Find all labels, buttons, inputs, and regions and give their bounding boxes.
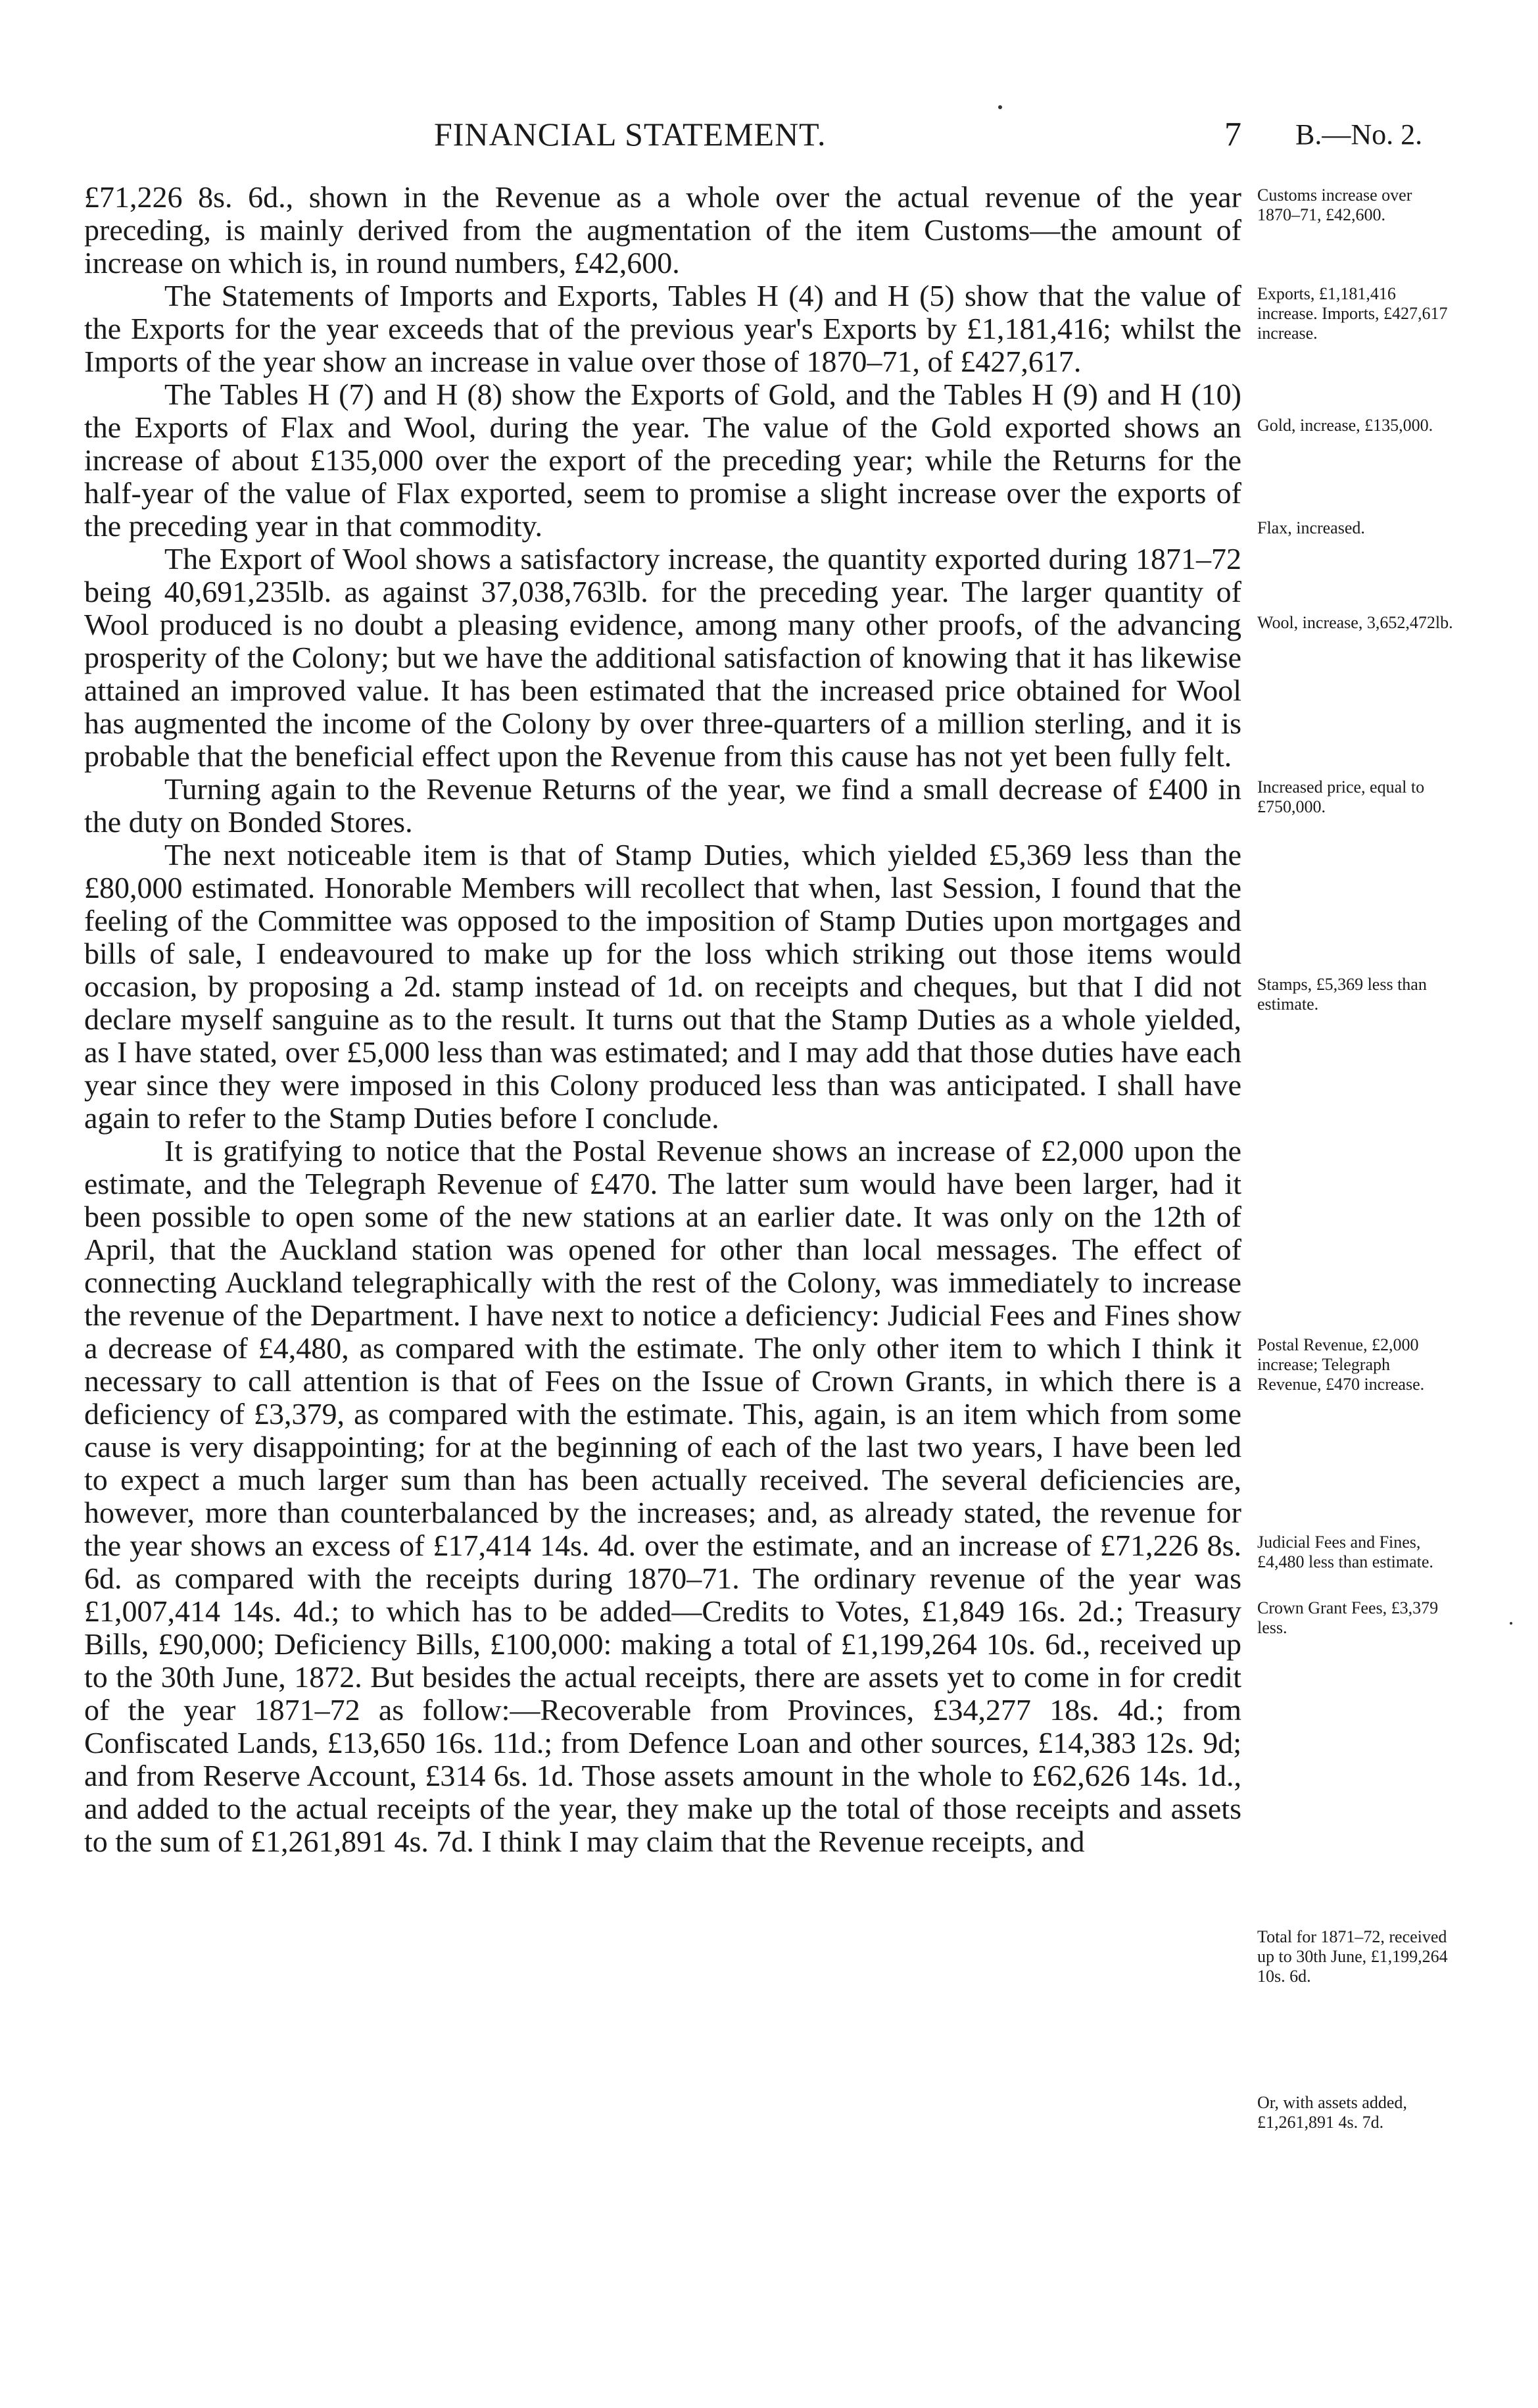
paragraph: The Statements of Imports and Exports, Tables H (4) and H (5) show that the value of the Exports for the year exceeds that of the previous year's Exports by £1,181,416; whilst the Imports of the year show an increase in value over those of 1870–71, of £427,617. [84,279,1241,378]
margin-note: Or, with assets added, £1,261,891 4s. 7d. [1257,2093,1407,2132]
paragraph: It is gratifying to notice that the Postal Revenue shows an increase of £2,000 upon the estimate, and the Telegraph Revenue of £470. The latter sum would have been larger, had it been possible to open some of the new stations at an earlier date. It was only on the 12th of April, that the Auckland station was opened for other than local messages. The effect of connecting Auckland telegraphically with the rest of the Colony, was immediately to increase the revenue of the Department. I have next to notice a deficiency: Judicial Fees and Fines show a decrease of £4,480, as compared with the estimate. The only other item to which I think it necessary to call attention is that of Fees on the Issue of Crown Grants, in which there is a deficiency of £3,379, as compared with the estimate. This, again, is an item which from some cause is very disappointing; for at the beginning of each of the last two years, I have been led to expect a much larger sum than has been actually received. The several deficiencies are, however, more than counterbalanced by the increases; and, as already stated, the revenue for the year shows an excess of £17,414 14s. 4d. over the estimate, and an increase of £71,226 8s. 6d. as compared with the receipts during 1870–71. The ordinary revenue of the year was £1,007,414 14s. 4d.; to which has to be added—Credits to Votes, £1,849 16s. 2d.; Treasury Bills, £90,000; Deficiency Bills, £100,000: making a total of £1,199,264 10s. 6d., received up to the 30th June, 1872. But besides the actual receipts, there are assets yet to come in for credit of the year 1871–72 as follow:—Recoverable from Provinces, £34,277 18s. 4d.; from Confiscated Lands, £13,650 16s. 11d.; from Defence Loan and other sources, £14,383 12s. 9d; and from Reserve Account, £314 6s. 1d. Those assets amount in the whole to £62,626 14s. 1d., and added to the actual receipts of the year, they make up the total of those receipts and assets to the sum of £1,261,891 4s. 7d. I think I may claim that the Revenue receipts, and [84,1134,1241,1858]
paragraph: The Tables H (7) and H (8) show the Exports of Gold, and the Tables H (9) and H (10) the Exports of Flax and Wool, during the year. The value of the Gold exported shows an increase of about £135,000 over the export of the preceding year; while the Returns for the half-year of the value of Flax exported, seem to promise a slight increase over the exports of the preceding year in that commodity. [84,378,1241,543]
margin-note: Stamps, £5,369 less than estimate. [1257,975,1427,1014]
margin-note: Flax, increased. [1257,518,1365,537]
margin-note: Crown Grant Fees, £3,379 less. [1257,1598,1439,1637]
paragraph: The next noticeable item is that of Stamp Duties, which yielded £5,369 less than the £80,000 estimated. Honorable Members will recollect that when, last Session, I found that the feeling of the Committee was opposed to the imposition of Stamp Duties upon mortgages and bills of sale, I endeavoured to make up for the loss which striking out those items would occasion, by proposing a 2d. stamp instead of 1d. on receipts and cheques, but that I did not declare myself sanguine as to the result. It turns out that the Stamp Duties as a whole yielded, as I have stated, over £5,000 less than was estimated; and I may add that those duties have each year since they were imposed in this Colony produced less than was anticipated. I shall have again to refer to the Stamp Duties before I conclude. [84,838,1241,1135]
running-header [0,115,1538,168]
margin-note: Gold, increase, £135,000. [1257,416,1433,435]
page-number: 7 [1224,116,1241,153]
paragraph: £71,226 8s. 6d., shown in the Revenue as a whole over the actual revenue of the year preceding, is mainly derived from the augmentation of the item Customs—the amount of increase on which is, in round numbers, £42,600. [84,180,1241,280]
paragraph: The Export of Wool shows a satisfactory increase, the quantity exported during 1871–72 being 40,691,235lb. as against 37,038,763lb. for the preceding year. The larger quantity of Wool produced is no doubt a pleasing evidence, among many other proofs, of the advancing prosperity of the Colony; but we have the additional satisfaction of knowing that it has likewise attained an improved value. It has been estimated that the increased price obtained for Wool has augmented the income of the Colony by over three-quarters of a million sterling, and it is probable that the beneficial effect upon the Revenue from this cause has not yet been fully felt. [84,542,1241,773]
main-text [84,181,1241,1858]
margin-note: Increased price, equal to £750,000. [1257,777,1425,816]
page-title: FINANCIAL STATEMENT. [434,116,827,153]
margin-note: Postal Revenue, £2,000 increase; Telegraph Revenue, £470 increase. [1257,1335,1425,1394]
margin-note: Wool, increase, 3,652,472lb. [1257,613,1453,632]
margin-note: Judicial Fees and Fines, £4,480 less than estimate. [1257,1533,1433,1571]
document-reference: B.—No. 2. [1295,118,1423,151]
paragraph: Turning again to the Revenue Returns of the year, we find a small decrease of £400 in the duty on Bonded Stores. [84,772,1241,839]
print-speck [1510,1622,1512,1625]
margin-note: Exports, £1,181,416 increase. Imports, £427,617 increase. [1257,284,1448,343]
margin-note: Customs increase over 1870–71, £42,600. [1257,185,1412,224]
print-speck [998,105,1002,109]
margin-note: Total for 1871–72, received up to 30th June, £1,199,264 10s. 6d. [1257,1927,1448,1986]
